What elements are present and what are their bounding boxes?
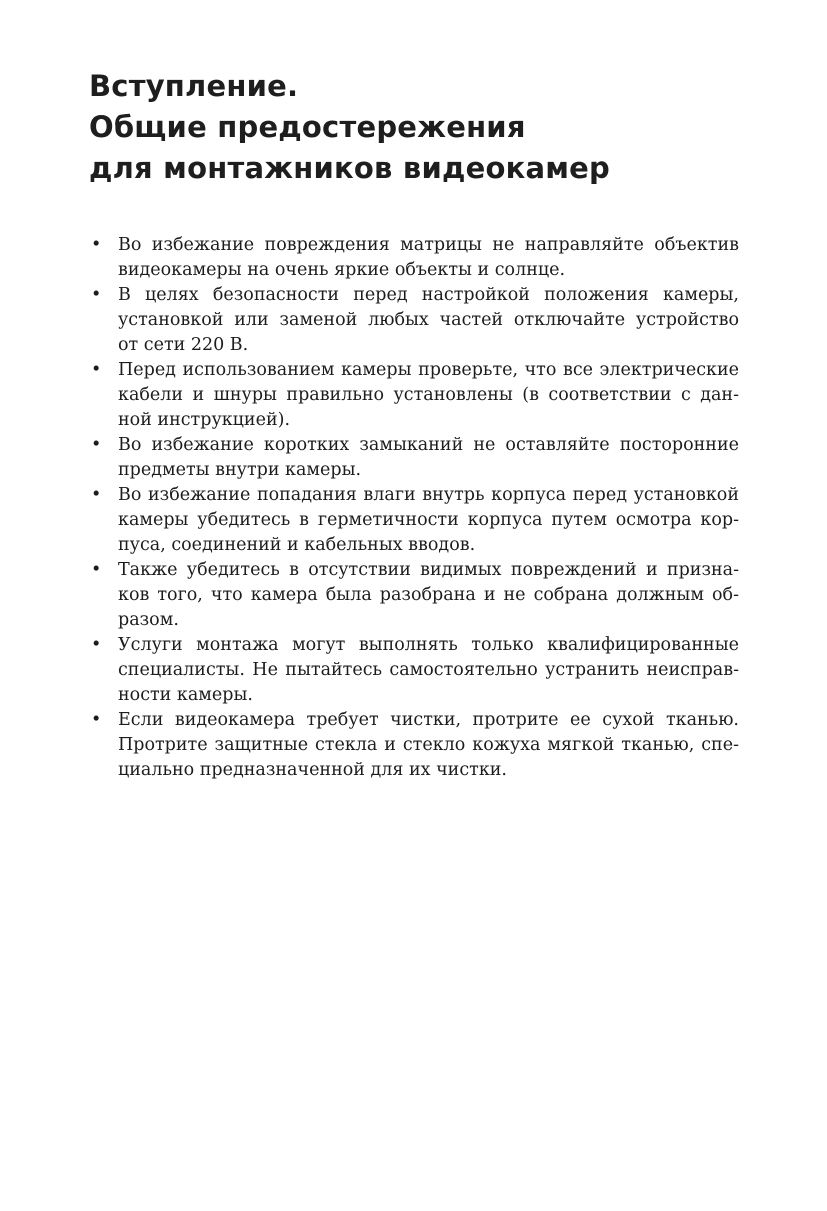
item-line: Протрите защитные стекла и стекло кожуха мягкой тканью, спе-: [118, 735, 739, 755]
item-line: циально предназначенной для их чистки.: [118, 760, 507, 780]
item-line: установкой или заменой любых частей отключайте устройство: [118, 310, 739, 330]
item-line: ной инструкцией).: [118, 410, 291, 430]
bullet-icon: •: [91, 710, 102, 730]
page-title: [89, 66, 739, 189]
item-line: предметы внутри камеры.: [118, 460, 362, 480]
bullet-icon: •: [91, 635, 102, 655]
bullet-icon: •: [91, 435, 102, 455]
document-page: [89, 66, 739, 780]
bullet-icon: •: [91, 360, 102, 380]
item-line: специалисты. Не пытайтесь самостоятельно устранить неисправ-: [118, 660, 739, 680]
item-line: кабели и шнуры правильно установлены (в соответствии с дан-: [118, 385, 739, 405]
bullet-icon: •: [91, 560, 102, 580]
item-line: В целях безопасности перед настройкой положения камеры,: [118, 285, 739, 305]
bullet-icon: •: [91, 485, 102, 505]
list-item: [89, 558, 739, 633]
title-line-3: для монтажников видеокамер: [89, 151, 610, 185]
item-line: камеры убедитесь в герметичности корпуса путем осмотра кор-: [118, 510, 739, 530]
item-line: Услуги монтажа могут выполнять только квалифицированные: [118, 635, 739, 655]
item-line: ности камеры.: [118, 685, 253, 705]
list-item: [89, 633, 739, 708]
title-line-1: Вступление.: [89, 69, 299, 103]
bullet-icon: •: [91, 285, 102, 305]
list-item: [89, 358, 739, 433]
item-line: Также убедитесь в отсутствии видимых повреждений и призна-: [118, 560, 739, 580]
item-line: пуса, соединений и кабельных вводов.: [118, 535, 476, 555]
item-line: Во избежание попадания влаги внутрь корпуса перед установкой: [118, 485, 739, 505]
bullet-icon: •: [91, 235, 102, 255]
item-line: ков того, что камера была разобрана и не собрана должным об-: [118, 585, 739, 605]
item-line: Перед использованием камеры проверьте, что все электрические: [118, 360, 739, 380]
item-line: Во избежание повреждения матрицы не направляйте объектив: [118, 235, 739, 255]
item-line: от сети 220 В.: [118, 335, 249, 355]
list-item: [89, 233, 739, 283]
title-line-2: Общие предостережения: [89, 110, 526, 144]
precautions-list: [89, 233, 739, 783]
list-item: [89, 283, 739, 358]
item-line: Во избежание коротких замыканий не оставляйте посторонние: [118, 435, 739, 455]
item-line: Если видеокамера требует чистки, протрите ее сухой тканью.: [118, 710, 739, 730]
list-item: [89, 433, 739, 483]
item-line: видеокамеры на очень яркие объекты и солнце.: [118, 260, 566, 280]
item-line: разом.: [118, 610, 179, 630]
list-item: [89, 708, 739, 783]
list-item: [89, 483, 739, 558]
